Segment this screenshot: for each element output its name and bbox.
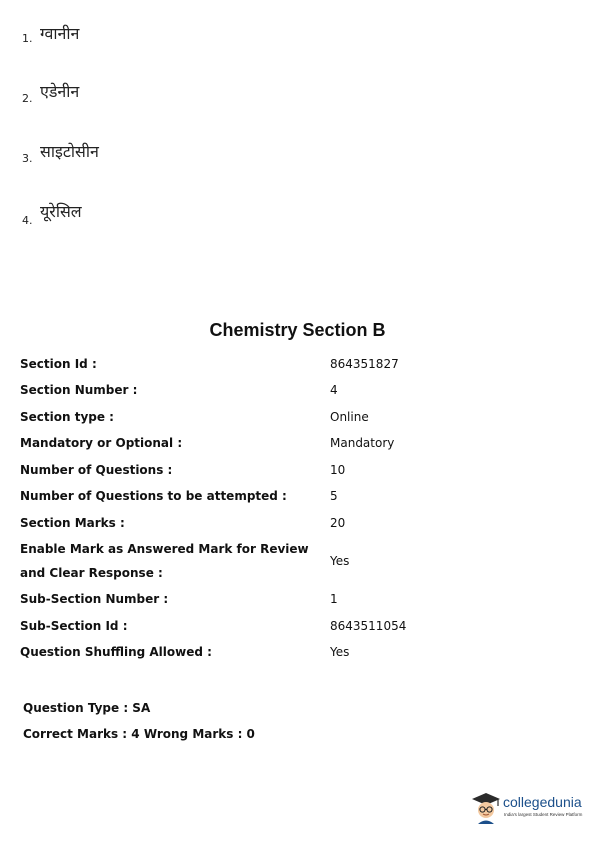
logo-name: collegedunia [503,794,582,810]
row-label: Section type : [20,410,114,424]
row-value: 1 [330,592,338,606]
option-text: ग्वानीन [40,24,80,43]
option-text: यूरेसिल [40,202,82,221]
row-value: Mandatory [330,436,395,450]
row-label: Question Shuffling Allowed : [20,645,212,659]
row-label: Section Number : [20,383,138,397]
row-label: Number of Questions to be attempted : [20,489,287,503]
question-marks: Correct Marks : 4 Wrong Marks : 0 [23,727,255,741]
row-value: 4 [330,383,338,397]
option-text: एडेनीन [40,82,80,101]
row-value: Yes [330,554,350,568]
graduate-mascot-icon [470,790,502,824]
option-number: 1. [22,32,33,45]
row-label: Section Id : [20,357,97,371]
row-label: Enable Mark as Answered Mark for Review and Clear Response : [20,542,309,580]
row-label: Mandatory or Optional : [20,436,183,450]
row-value: 5 [330,489,338,503]
row-label: Section Marks : [20,516,125,530]
option-number: 3. [22,152,33,165]
option-text: साइटोसीन [40,142,99,161]
section-title: Chemistry Section B [209,320,386,340]
collegedunia-logo[interactable] [470,788,588,828]
row-value: 864351827 [330,357,399,371]
question-type: Question Type : SA [23,701,151,715]
row-label: Number of Questions : [20,463,173,477]
row-label: Sub-Section Id : [20,619,128,633]
row-value: Yes [330,645,350,659]
row-value: 10 [330,463,346,477]
logo-tagline: India's largest Student Review Platform [504,812,583,817]
row-value: Online [330,410,369,424]
row-value: 20 [330,516,346,530]
option-number: 2. [22,92,33,105]
row-value: 8643511054 [330,619,407,633]
row-label: Sub-Section Number : [20,592,169,606]
option-number: 4. [22,214,33,227]
